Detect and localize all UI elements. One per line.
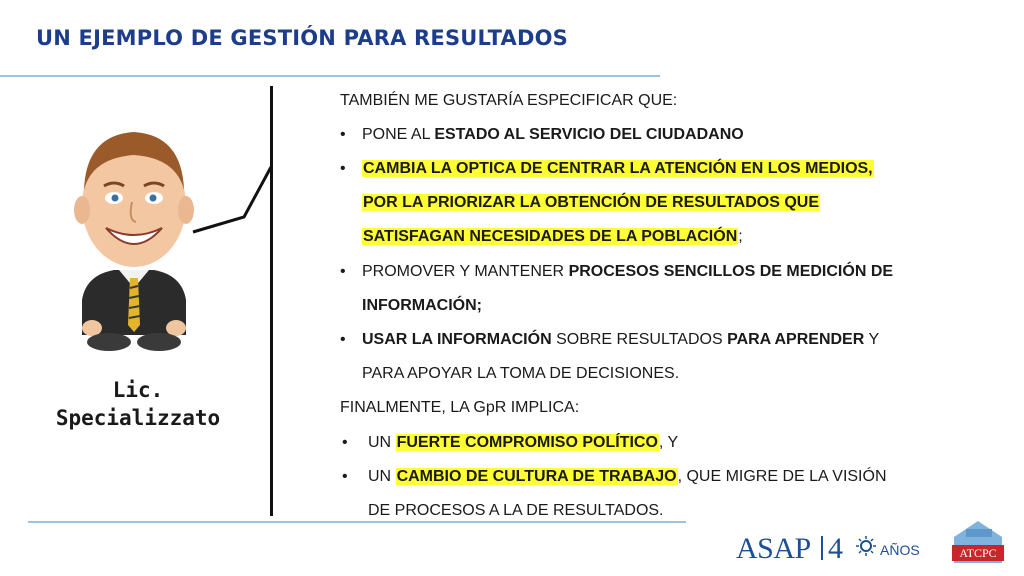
asap-separator: [821, 536, 823, 560]
speech-divider: [270, 86, 273, 516]
slide-title: UN EJEMPLO DE GESTIÓN PARA RESULTADOS: [36, 26, 568, 50]
body-text: UN: [368, 468, 396, 485]
bullet-icon: •: [340, 126, 346, 143]
body-line: [342, 434, 679, 452]
bottom-rule: [28, 521, 686, 523]
body-text: PROCESOS SENCILLOS DE MEDICIÓN DE: [568, 263, 894, 280]
asap-number: 4: [828, 532, 843, 565]
asap-brand: ASAP: [736, 532, 811, 565]
speaker-name: [40, 376, 236, 432]
body-text: DE PROCESOS A LA DE RESULTADOS.: [368, 502, 664, 519]
body-line: [340, 263, 894, 281]
body-text: Y: [864, 331, 880, 348]
avatar-illustration: [64, 110, 204, 360]
speaker-surname: Specializzato: [55, 406, 221, 430]
body-line: [362, 297, 482, 315]
atcpc-text: ATCPC: [959, 546, 997, 560]
highlighted-text: SATISFAGAN NECESIDADES DE LA POBLACIÓN: [363, 228, 738, 245]
body-text: , QUE MIGRE DE LA VISIÓN: [677, 468, 887, 485]
highlighted-text: CAMBIO DE CULTURA DE TRABAJO: [396, 468, 677, 485]
sunburst-icon: [855, 535, 877, 557]
body-text: PARA APOYAR LA TOMA DE DECISIONES.: [362, 365, 680, 382]
body-text: ;: [738, 228, 743, 245]
body-line: [362, 228, 743, 246]
bullet-icon: •: [340, 160, 346, 177]
body-text: TAMBIÉN ME GUSTARÍA ESPECIFICAR QUE:: [340, 92, 678, 109]
body-text: USAR LA INFORMACIÓN: [362, 331, 552, 348]
body-text: INFORMACIÓN;: [362, 297, 482, 314]
body-text: PONE AL: [362, 126, 435, 143]
body-line: [362, 194, 820, 212]
asap-anos: AÑOS: [880, 542, 920, 558]
bullet-icon: •: [340, 331, 346, 348]
atcpc-logo: [952, 519, 1004, 563]
body-line: [340, 160, 874, 178]
body-text: ESTADO AL SERVICIO DEL CIUDADANO: [434, 126, 744, 143]
body-text: FINALMENTE, LA GpR IMPLICA:: [340, 399, 580, 416]
body-text: SOBRE RESULTADOS: [551, 331, 728, 348]
body-line: [342, 468, 887, 486]
bullet-icon: •: [342, 434, 348, 451]
highlighted-text: FUERTE COMPROMISO POLÍTICO: [396, 434, 658, 451]
body-line: [340, 399, 579, 417]
body-text: UN: [368, 434, 396, 451]
body-line: [340, 331, 880, 349]
body-text: PROMOVER Y MANTENER: [362, 263, 569, 280]
bullet-icon: •: [340, 263, 346, 280]
speaker-title: Lic.: [112, 378, 164, 402]
bullet-icon: •: [342, 468, 348, 485]
body-text: , Y: [658, 434, 679, 451]
body-line: [340, 92, 677, 110]
highlighted-text: POR LA PRIORIZAR LA OBTENCIÓN DE RESULTADOS QUE: [363, 194, 820, 211]
body-text: PARA APRENDER: [727, 331, 865, 348]
body-line: [340, 126, 744, 144]
body-line: [368, 502, 664, 520]
highlighted-text: CAMBIA LA OPTICA DE CENTRAR LA ATENCIÓN EN LOS MEDIOS,: [363, 160, 873, 177]
body-line: [362, 365, 679, 383]
